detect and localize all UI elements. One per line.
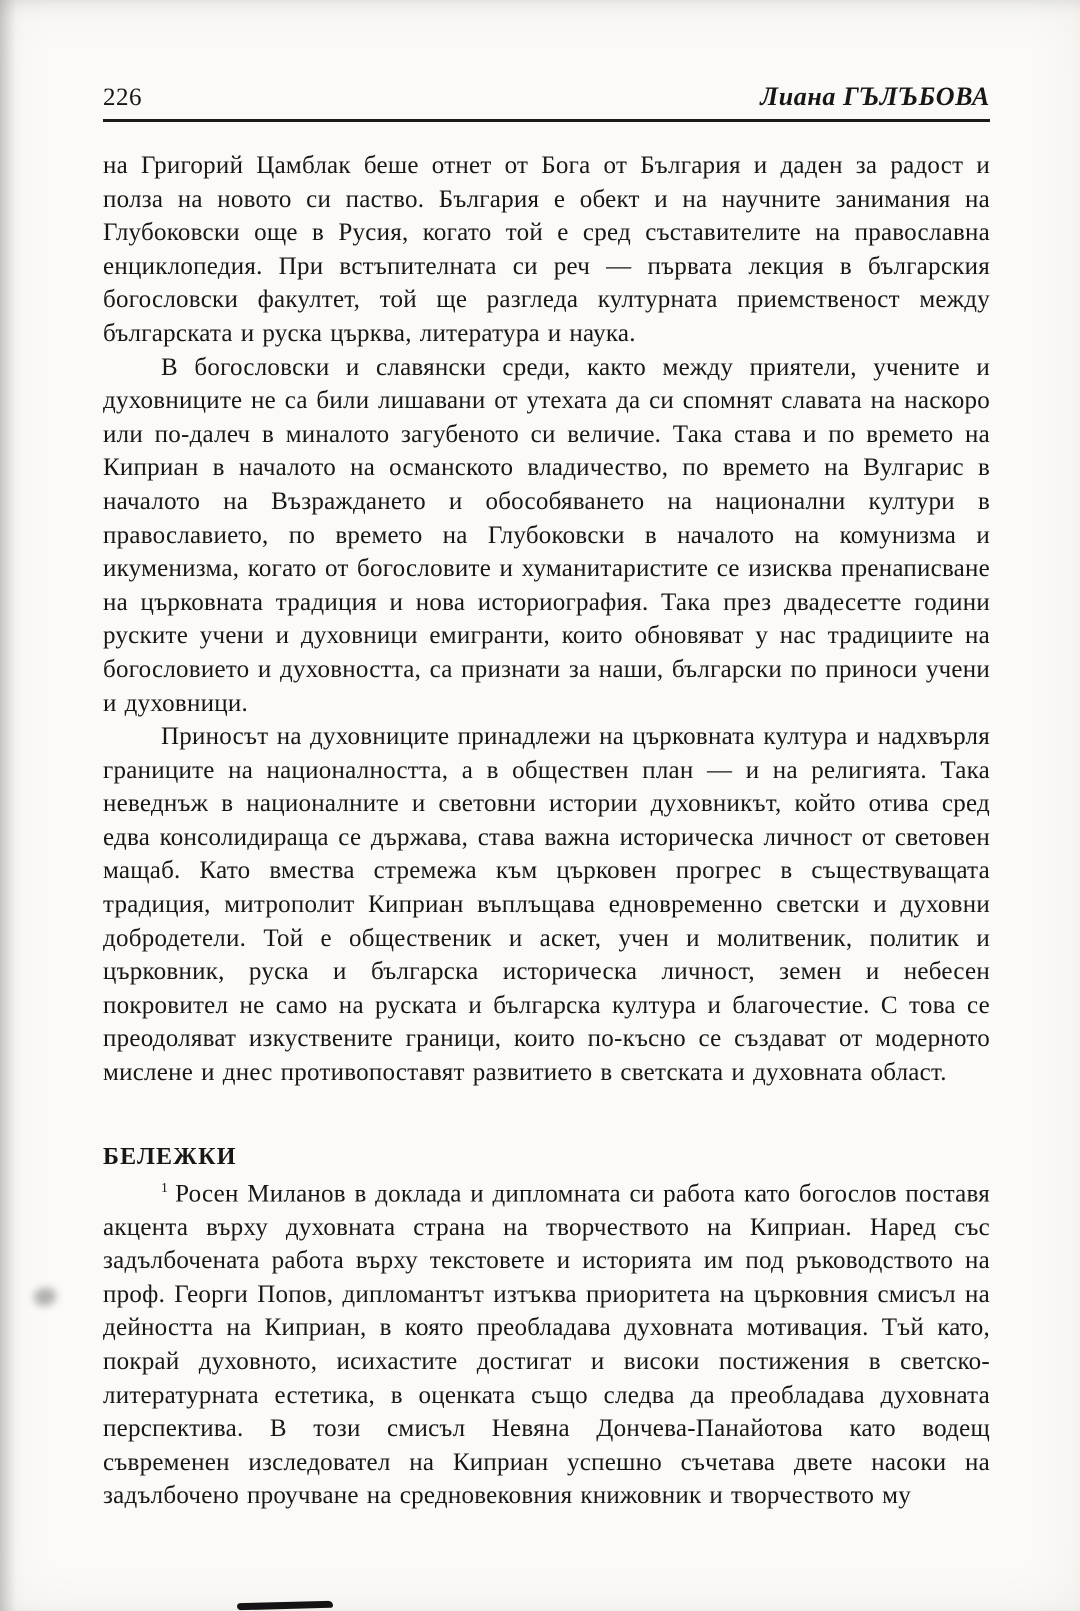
footnote-marker: 1: [161, 1179, 169, 1195]
notes-section: [103, 1144, 990, 1513]
paragraph: Приносът на духовниците принадлежи на църковната култура и надхвърля границите на националността, а в обществен план — и на религията. Така неведнъж в националните и световни истории духовникът, който отива сред едва консолидираща се държава, става важна историческа личност от световен мащаб. Като вмества стремежа към църковен прогрес в съществуващата традиция, митрополит Киприан въплъщава едновременно светски и духовни добродетели. Той е общественик и аскет, учен и молитвеник, политик и църковник, руска и българска историческа личност, земен и небесен покровител не само на руската и българска култура и благочестие. С това се преодоляват изкуствените граници, които по-късно се създават от модерното мислене и днес противопоставят развитието в светската и духовната област.: [103, 723, 990, 1087]
page-header: [103, 82, 990, 112]
footnote: [103, 1171, 990, 1513]
scan-edge-shadow: [0, 0, 16, 1611]
paragraph: В богословски и славянски среди, както между приятели, учените и духовниците не са били лишавани от утехата да си спомнят славата на наскоро или по-далеч в миналото загубеното си величие. Така става и по времето на Киприан в началото на османското владичество, по времето на Вулгарис в началото на Възраждането и обособяването на национални култури в православието, по времето на Глубоковски в началото на комунизма и икуменизма, когато от богословите и хуманитаристите се изисква пренаписване на църковната традиция и нова историография. Така през двадесетте години руските учени и духовници емигранти, които обновяват у нас традициите на богословието и духовността, са признати за наши, български по приноси учени и духовници.: [103, 353, 990, 717]
running-head-author: Лиана ГЪЛЪБОВА: [760, 82, 990, 111]
scan-artifact-smudge: [34, 1288, 56, 1306]
paragraph-continuation: на Григорий Цамблак беше отнет от Бога от България и даден за радост и полза на новото си паство. България е обект и на научните занимания на Глубоковски още в Русия, когато той е сред съставителите на православна енциклопедия. При встъпителната си реч — първата лекция в българския богословски факултет, той ще разгледа културната приемственост между българската и руска църква, литература и наука.: [103, 152, 990, 347]
footnote-text: Росен Миланов в доклада и дипломната си работа като богослов поставя акцента върху духовната страна на творчеството на Киприан. Наред със задълбочената работа върху текстовете и историята им под ръководството на проф. Георги Попов, дипломантът изтъква приоритета на църковния смисъл на дейността на Киприан, в която преобладава духовната мотивация. Тъй като, покрай духовното, исихастите достигат и високи постижения в светско-литературната естетика, в оценката също следва да преобладава духовната перспектива. В този смисъл Невяна Дончева-Панайотова като водещ съвременен изследовател на Киприан успешно съчетава двете насоки на задълбочено проучване на средновековния книжовник и творчеството му: [103, 1179, 990, 1510]
header-rule: [103, 119, 990, 122]
page-number: 226: [103, 84, 142, 111]
notes-heading: БЕЛЕЖКИ: [103, 1143, 237, 1170]
scan-artifact-mark: [237, 1601, 333, 1611]
body-text: [103, 149, 990, 1513]
